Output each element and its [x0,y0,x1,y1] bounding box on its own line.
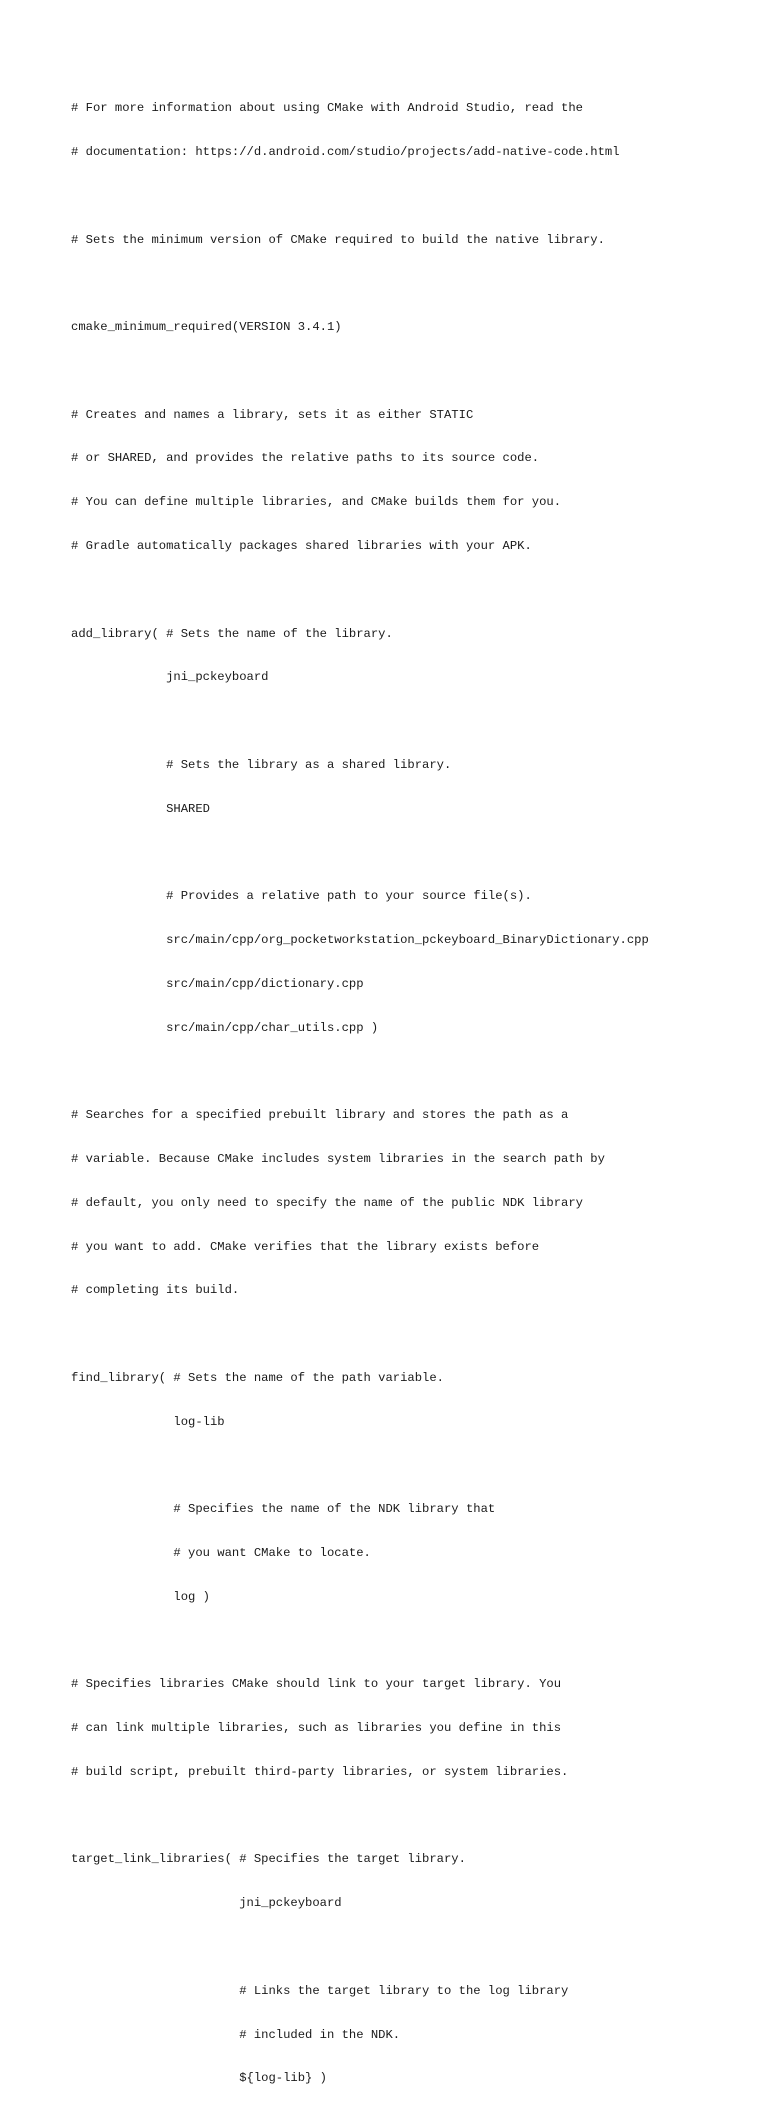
code-line [71,189,649,204]
code-line: ${log-lib} ) [71,2071,327,2086]
code-line [71,714,649,729]
code-line [71,276,649,291]
code-line: # default, you only need to specify the name of the public NDK library [71,1195,583,1210]
code-line: # build script, prebuilt third-party libraries, or system libraries. [71,1764,569,1779]
code-line: jni_pckeyboard [71,670,269,685]
cmake-code-block [71,72,649,2115]
code-line [71,1940,649,1955]
code-line: cmake_minimum_required(VERSION 3.4.1) [71,320,342,335]
code-line: # Specifies the name of the NDK library that [71,1502,496,1517]
code-line: # Sets the minimum version of CMake required to build the native library. [71,232,605,247]
code-line: # you want CMake to locate. [71,1545,371,1560]
code-line: # Specifies libraries CMake should link to your target library. You [71,1677,562,1692]
code-line: # can link multiple libraries, such as libraries you define in this [71,1721,562,1736]
code-line: # included in the NDK. [71,2027,401,2042]
code-line [71,845,649,860]
code-line [71,1634,649,1649]
code-line [71,1809,649,1824]
code-line: # Creates and names a library, sets it as either STATIC [71,407,474,422]
code-line [71,1458,649,1473]
code-line: find_library( # Sets the name of the path variable. [71,1370,444,1385]
code-line: src/main/cpp/char_utils.cpp ) [71,1020,379,1035]
code-line: # you want to add. CMake verifies that the library exists before [71,1239,540,1254]
code-line: log-lib [71,1414,225,1429]
code-line: src/main/cpp/dictionary.cpp [71,976,364,991]
code-line: # Gradle automatically packages shared libraries with your APK. [71,539,532,553]
code-line: # For more information about using CMake with Android Studio, read the [71,101,583,116]
code-line: # completing its build. [71,1283,240,1298]
code-line: # or SHARED, and provides the relative paths to its source code. [71,451,540,466]
code-line: # documentation: https://d.android.com/studio/projects/add-native-code.html [71,144,620,159]
code-line: log ) [71,1589,210,1604]
code-line: add_library( # Sets the name of the library. [71,626,393,641]
code-line: # Searches for a specified prebuilt library and stores the path as a [71,1108,569,1123]
code-line: # variable. Because CMake includes system libraries in the search path by [71,1151,605,1166]
code-line: # Provides a relative path to your source file(s). [71,889,532,904]
code-line: # Links the target library to the log library [71,1983,569,1998]
code-line: target_link_libraries( # Specifies the target library. [71,1852,466,1867]
code-line [71,1327,649,1342]
code-line [71,583,649,598]
code-line: src/main/cpp/org_pocketworkstation_pckeyboard_BinaryDictionary.cpp [71,933,649,948]
code-line: SHARED [71,801,210,816]
code-line: jni_pckeyboard [71,1896,342,1911]
code-line [71,1064,649,1079]
code-line: # You can define multiple libraries, and CMake builds them for you. [71,495,562,510]
code-line: # Sets the library as a shared library. [71,757,452,772]
code-line [71,364,649,379]
